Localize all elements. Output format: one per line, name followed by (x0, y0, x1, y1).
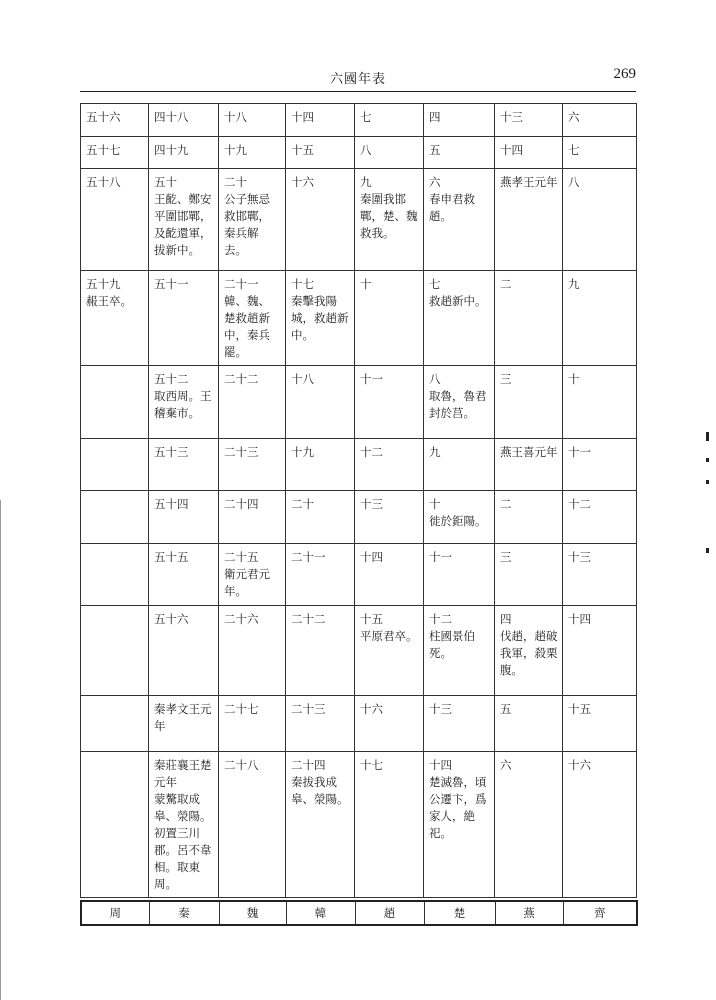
table-cell (149, 137, 219, 169)
year-label: 十四 (500, 143, 523, 157)
table-cell (563, 104, 637, 137)
year-label: 十二 (360, 445, 383, 459)
year-label: 七 (568, 143, 580, 157)
year-label: 二十 (224, 175, 247, 189)
table-cell (495, 366, 563, 439)
scan-edge-mark (706, 458, 709, 462)
year-label: 十六 (568, 758, 591, 772)
table-cell (149, 606, 219, 696)
table-cell (286, 696, 355, 752)
event-text: 救趙新中。 (429, 294, 487, 308)
table-cell (424, 271, 495, 366)
event-text: 赧王卒。 (86, 294, 132, 308)
table-cell (495, 752, 563, 898)
table-cell (355, 104, 424, 137)
scan-edge-mark (706, 548, 709, 553)
table-cell (495, 104, 563, 137)
year-label: 十三 (500, 110, 523, 124)
year-label: 十 (429, 497, 441, 511)
table-cell (149, 544, 219, 606)
table-cell (219, 439, 286, 491)
year-label: 七 (429, 277, 441, 291)
table-cell (149, 439, 219, 491)
table-cell (286, 366, 355, 439)
scan-edge-mark (706, 480, 709, 484)
table-cell (286, 104, 355, 137)
year-label: 七 (360, 110, 372, 124)
year-label: 十一 (360, 372, 383, 386)
year-label: 十二 (568, 497, 591, 511)
year-row (81, 169, 637, 271)
year-label: 二十四 (224, 497, 259, 511)
table-cell (81, 606, 149, 696)
year-label: 四十八 (154, 110, 189, 124)
year-label: 十四 (360, 550, 383, 564)
table-cell (286, 606, 355, 696)
state-label: 楚 (424, 901, 495, 925)
state-label: 趙 (355, 901, 424, 925)
year-label: 六 (500, 758, 512, 772)
year-label: 二十一 (224, 277, 259, 291)
event-text: 柱國景伯死。 (429, 629, 475, 660)
table-cell (286, 137, 355, 169)
table-cell (286, 752, 355, 898)
year-label: 二十三 (224, 445, 259, 459)
table-cell (149, 271, 219, 366)
table-cell (149, 491, 219, 544)
table-cell (355, 366, 424, 439)
table-cell (355, 169, 424, 271)
year-label: 九 (429, 445, 441, 459)
table-cell (424, 104, 495, 137)
year-label: 秦孝文王元年 (154, 702, 212, 733)
table-cell (563, 169, 637, 271)
table-cell (81, 137, 149, 169)
table-cell (355, 137, 424, 169)
year-row (81, 271, 637, 366)
year-label: 十 (568, 372, 580, 386)
year-label: 十八 (291, 372, 314, 386)
table-cell (495, 696, 563, 752)
event-text: 蒙驁取成皋、滎陽。初置三川郡。呂不韋相。取東周。 (154, 792, 212, 891)
year-row (81, 544, 637, 606)
table-cell (355, 271, 424, 366)
year-label: 十八 (224, 110, 247, 124)
year-row (81, 104, 637, 137)
table-cell (424, 169, 495, 271)
year-label: 五 (500, 702, 512, 716)
year-row (81, 439, 637, 491)
table-cell (81, 169, 149, 271)
table-cell (563, 752, 637, 898)
page-header (80, 64, 636, 88)
table-cell (219, 137, 286, 169)
year-label: 二十 (291, 497, 314, 511)
year-label: 十五 (360, 612, 383, 626)
year-row (81, 696, 637, 752)
year-row (81, 491, 637, 544)
year-label: 九 (360, 175, 372, 189)
event-text: 韓、魏、楚救趙新中，秦兵罷。 (224, 294, 270, 359)
year-label: 九 (568, 277, 580, 291)
table-cell (495, 606, 563, 696)
state-label: 周 (109, 906, 121, 920)
table-cell (81, 696, 149, 752)
table-cell (355, 491, 424, 544)
year-label: 十一 (568, 445, 591, 459)
event-text: 平原君卒。 (360, 629, 418, 643)
year-label: 十三 (568, 550, 591, 564)
table-cell (563, 606, 637, 696)
table-cell (495, 439, 563, 491)
table-cell (563, 271, 637, 366)
state-label: 魏 (219, 901, 286, 925)
year-label: 五 (429, 143, 441, 157)
table-cell (219, 366, 286, 439)
state-label: 齊 (563, 901, 637, 925)
state-header-row (80, 900, 638, 926)
year-label: 二十三 (291, 702, 326, 716)
table-cell (424, 606, 495, 696)
table-cell (81, 271, 149, 366)
book-title: 六國年表 (329, 72, 386, 87)
year-label: 十七 (291, 277, 314, 291)
page-number: 269 (613, 66, 636, 82)
table-cell (149, 366, 219, 439)
event-text: 徙於鉅陽。 (429, 514, 487, 528)
event-text: 秦拔我成皋、滎陽。 (291, 775, 349, 806)
year-label: 四十九 (154, 143, 189, 157)
table-cell (81, 366, 149, 439)
table-cell (81, 491, 149, 544)
table-cell (219, 169, 286, 271)
year-label: 二十二 (291, 612, 326, 626)
table-cell (424, 439, 495, 491)
year-label: 十六 (360, 702, 383, 716)
header-rule (80, 91, 636, 92)
table-cell (286, 169, 355, 271)
year-label: 二十二 (224, 372, 259, 386)
year-label: 八 (568, 175, 580, 189)
year-row (81, 137, 637, 169)
table-cell (563, 439, 637, 491)
table-cell (286, 271, 355, 366)
chronology-table (80, 103, 637, 898)
year-label: 十七 (360, 758, 383, 772)
year-label: 十四 (291, 110, 314, 124)
table-cell (563, 491, 637, 544)
year-label: 五十二 (154, 372, 189, 386)
year-label: 二 (500, 497, 512, 511)
table-cell (424, 696, 495, 752)
table-cell (563, 366, 637, 439)
event-text: 秦擊我陽城，救趙新中。 (291, 294, 349, 342)
year-label: 燕王喜元年 (500, 445, 558, 459)
state-label: 韓 (286, 901, 355, 925)
table-cell (355, 752, 424, 898)
table-cell (149, 104, 219, 137)
table-cell (495, 271, 563, 366)
table-cell (286, 439, 355, 491)
table-cell (286, 544, 355, 606)
year-label: 十三 (360, 497, 383, 511)
table-cell (81, 544, 149, 606)
table-cell (563, 137, 637, 169)
table-cell (219, 752, 286, 898)
event-text: 楚滅魯，頃公遷卞，爲家人，絶祀。 (429, 775, 487, 840)
event-text: 取西周。王稽棄市。 (154, 389, 212, 420)
table-cell (355, 439, 424, 491)
table-cell (495, 137, 563, 169)
table-cell (149, 169, 219, 271)
table-cell (424, 366, 495, 439)
table-cell (355, 544, 424, 606)
year-label: 八 (429, 372, 441, 386)
year-label: 十二 (429, 612, 452, 626)
table-cell (81, 752, 149, 898)
table-cell (424, 137, 495, 169)
year-label: 五十八 (86, 175, 121, 189)
year-label: 十一 (429, 550, 452, 564)
table-cell (355, 696, 424, 752)
year-label: 三 (500, 372, 512, 386)
year-label: 五十九 (86, 277, 121, 291)
year-label: 燕孝王元年 (500, 175, 558, 189)
table-cell (563, 696, 637, 752)
year-label: 五十七 (86, 143, 121, 157)
year-label: 二十一 (291, 550, 326, 564)
year-label: 十六 (291, 175, 314, 189)
table-cell (424, 491, 495, 544)
year-label: 六 (568, 110, 580, 124)
year-label: 十四 (568, 612, 591, 626)
table-cell (219, 491, 286, 544)
year-label: 五十三 (154, 445, 189, 459)
table-cell (219, 104, 286, 137)
year-label: 十五 (568, 702, 591, 716)
state-label: 燕 (495, 901, 563, 925)
year-label: 十九 (291, 445, 314, 459)
table-cell (219, 271, 286, 366)
scan-edge-line (0, 500, 1, 1000)
year-label: 二十四 (291, 758, 326, 772)
year-row (81, 606, 637, 696)
year-label: 六 (429, 175, 441, 189)
year-label: 十三 (429, 702, 452, 716)
table-cell (355, 606, 424, 696)
table-cell (495, 491, 563, 544)
year-label: 三 (500, 550, 512, 564)
year-label: 四 (500, 612, 512, 626)
year-label: 五十六 (86, 110, 121, 124)
year-label: 十四 (429, 758, 452, 772)
table-cell (495, 544, 563, 606)
year-label: 二十五 (224, 550, 259, 564)
table-cell (563, 544, 637, 606)
year-label: 五十六 (154, 612, 189, 626)
year-label: 八 (360, 143, 372, 157)
state-label: 秦 (149, 901, 219, 925)
year-label: 十 (360, 277, 372, 291)
event-text: 伐趙，趙破我軍，殺栗腹。 (500, 629, 558, 677)
table-cell (424, 544, 495, 606)
year-label: 五十五 (154, 550, 189, 564)
table-cell (149, 696, 219, 752)
year-label: 五十一 (154, 277, 189, 291)
year-label: 四 (429, 110, 441, 124)
year-label: 二十八 (224, 758, 259, 772)
table-cell (81, 104, 149, 137)
event-text: 公子無忌救邯鄲，秦兵解去。 (224, 192, 270, 257)
year-label: 二十六 (224, 612, 259, 626)
event-text: 衛元君元年。 (224, 567, 270, 598)
year-label: 十五 (291, 143, 314, 157)
table-cell (81, 439, 149, 491)
year-label: 二 (500, 277, 512, 291)
table-cell (495, 169, 563, 271)
year-label: 十九 (224, 143, 247, 157)
event-text: 秦圍我邯鄲，楚、魏救我。 (360, 192, 418, 240)
table-cell (219, 606, 286, 696)
year-label: 五十 (154, 175, 177, 189)
table-cell (219, 696, 286, 752)
year-row (81, 752, 637, 898)
table-cell (286, 491, 355, 544)
year-label: 五十四 (154, 497, 189, 511)
scan-edge-mark (706, 432, 709, 441)
event-text: 王齕、鄭安平圍邯鄲，及齕還軍，拔新中。 (154, 192, 212, 257)
event-text: 取魯，魯君封於莒。 (429, 389, 487, 420)
year-label: 二十七 (224, 702, 259, 716)
table-cell (424, 752, 495, 898)
table-cell (219, 544, 286, 606)
event-text: 春申君救趙。 (429, 192, 475, 223)
year-row (81, 366, 637, 439)
year-label: 秦莊襄王楚元年 (154, 758, 212, 789)
table-cell (149, 752, 219, 898)
